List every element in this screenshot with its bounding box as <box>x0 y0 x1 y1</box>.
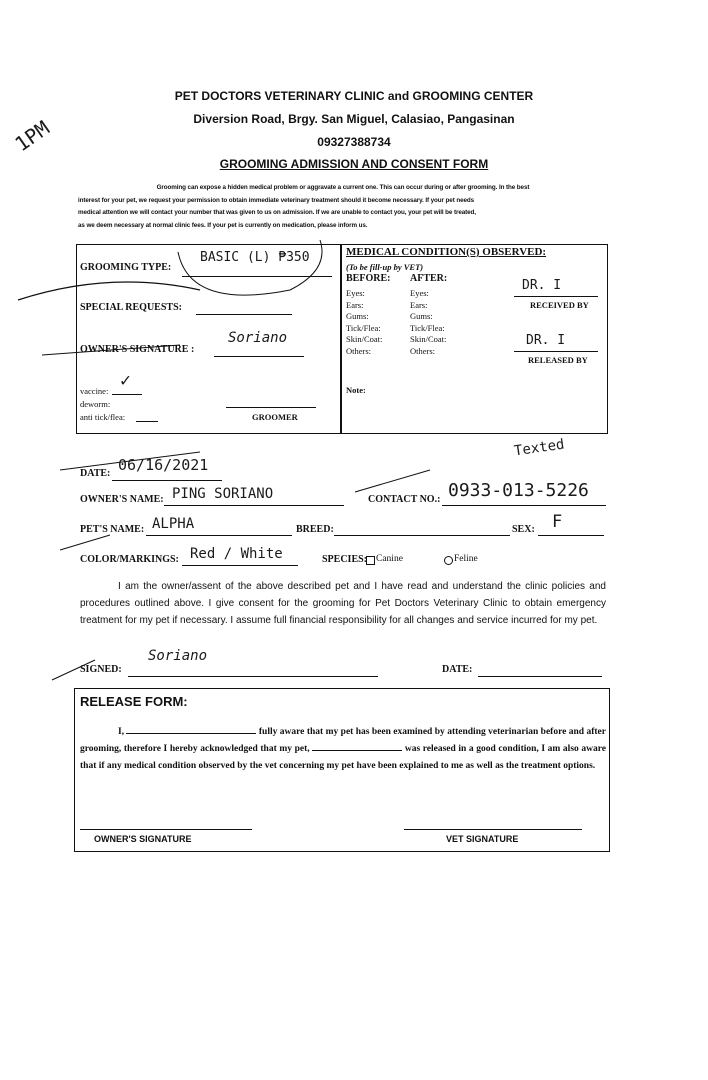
owner-signature-release-label: OWNER'S SIGNATURE <box>94 834 192 844</box>
after-label: AFTER: <box>410 273 448 284</box>
contact-value: 0933-013-5226 <box>448 480 589 501</box>
medical-row <box>346 288 446 300</box>
owner-signature-release-line <box>80 829 252 830</box>
intro-line: interest for your pet, we request your permission to obtain immediate veterinary treatment should it become necessary. If your pet needs <box>78 196 475 204</box>
signed-line <box>128 676 378 677</box>
released-by-label: RELEASED BY <box>528 355 588 365</box>
signed-value: Soriano <box>148 648 208 664</box>
received-by-value: DR. I <box>522 278 562 293</box>
before-field: Eyes: <box>346 288 365 298</box>
margin-note: 1PM <box>10 115 54 157</box>
medical-row <box>346 323 446 335</box>
release-text-2: fully aware that my pet has been examined by attending veterinarian before and after grooming, therefore I hereby acknowledged that my pet, <box>80 727 606 754</box>
feline-label: Feline <box>454 554 478 564</box>
before-label: BEFORE: <box>346 273 391 284</box>
before-field: Ears: <box>346 299 364 310</box>
after-field: Skin/Coat: <box>410 334 447 344</box>
vet-signature-line <box>404 829 582 830</box>
deworm-label: deworm: <box>80 399 111 409</box>
sex-line <box>538 535 604 536</box>
pet-name-value: ALPHA <box>152 516 195 532</box>
pet-name-line <box>146 535 292 536</box>
release-paragraph <box>80 724 606 775</box>
breed-line <box>334 535 510 536</box>
signed-date-label: DATE: <box>442 664 473 675</box>
released-by-value: DR. I <box>526 333 566 348</box>
owner-name-label: OWNER'S NAME: <box>80 494 164 505</box>
clinic-phone: 09327388734 <box>317 135 391 149</box>
antitick-label: anti tick/flea: <box>80 412 126 422</box>
note-label: Note: <box>346 385 366 395</box>
vaccine-line <box>112 394 142 395</box>
grooming-type-label: GROOMING TYPE: <box>80 262 172 273</box>
owner-signature-label: OWNER'S SIGNATURE : <box>80 344 195 355</box>
intro-line: Grooming can expose a hidden medical problem or aggravate a current one. This can occur during or after grooming. In the best <box>156 184 530 191</box>
release-title: RELEASE FORM: <box>80 694 188 709</box>
received-by-line <box>514 296 598 297</box>
owner-name-line <box>164 505 344 506</box>
date-label: DATE: <box>80 468 111 479</box>
groomer-label: GROOMER <box>252 412 298 422</box>
after-field: Gums: <box>410 311 433 321</box>
release-text-3: was released in a good condition, I am also aware that if any medical condition observed by the vet concerning my pet have been explained to me as well as the treatment options. <box>80 744 606 771</box>
medical-title: MEDICAL CONDITION(S) OBSERVED: <box>346 246 547 258</box>
owner-name-value: PING SORIANO <box>172 486 274 502</box>
contact-label: CONTACT NO.: <box>368 494 441 505</box>
form-title: GROOMING ADMISSION AND CONSENT FORM <box>219 157 489 171</box>
medical-rows <box>346 288 446 357</box>
vaccine-label: vaccine: <box>80 386 109 396</box>
owner-signature-line <box>214 356 304 357</box>
signed-date-line <box>478 676 602 677</box>
consent-paragraph: I am the owner/assent of the above described pet and I have read and understand the clinic policies and procedures outlined above. I give consent for the grooming for Pet Doctors Veterinary Clinic to obtain emergency treatment for my pet if necessary. I assume full financial responsibility for all changes and service incurred for my pet. <box>80 581 606 626</box>
feline-checkbox[interactable] <box>444 556 453 565</box>
medical-subtitle: (To be fill-up by VET) <box>346 262 424 272</box>
vaccine-mark: ✓ <box>120 370 131 391</box>
clinic-name: PET DOCTORS VETERINARY CLINIC and GROOMING CENTER <box>174 89 534 103</box>
received-by-label: RECEIVED BY <box>530 300 589 310</box>
clinic-address: Diversion Road, Brgy. San Miguel, Calasiao, Pangasinan <box>193 112 515 126</box>
species-label: SPECIES: <box>322 554 368 565</box>
pet-name-label: PET'S NAME: <box>80 524 145 535</box>
color-label: COLOR/MARKINGS: <box>80 554 179 565</box>
vet-signature-label: VET SIGNATURE <box>446 834 519 844</box>
contact-line <box>442 505 606 506</box>
release-text-1: I, <box>118 727 127 737</box>
texted-note: Texted <box>513 436 566 460</box>
date-value: 06/16/2021 <box>118 456 209 474</box>
special-requests-label: SPECIAL REQUESTS: <box>80 302 182 313</box>
grooming-type-line <box>182 276 332 277</box>
intro-line: as we deem necessary at normal clinic fees. If your pet is currently on medication, please inform us. <box>78 221 368 229</box>
color-line <box>182 565 298 566</box>
medical-row <box>346 346 446 358</box>
intro-paragraph <box>78 182 608 232</box>
signed-label: SIGNED: <box>80 664 122 675</box>
color-value: Red / White <box>190 546 283 562</box>
after-field: Tick/Flea: <box>410 322 445 333</box>
canine-checkbox[interactable] <box>366 556 375 565</box>
sex-value: F <box>552 512 563 532</box>
date-line <box>112 480 222 481</box>
before-field: Skin/Coat: <box>346 334 383 344</box>
after-field: Others: <box>410 345 436 356</box>
before-field: Tick/Flea: <box>346 322 381 333</box>
medical-row <box>346 311 446 323</box>
sex-label: SEX: <box>512 524 535 535</box>
breed-label: BREED: <box>296 524 334 535</box>
after-field: Ears: <box>410 299 428 310</box>
before-field: Gums: <box>346 311 369 321</box>
groomer-line <box>226 407 316 408</box>
release-pet-blank[interactable] <box>312 750 402 751</box>
medical-row <box>346 334 446 346</box>
antitick-line <box>136 421 158 422</box>
medical-row <box>346 300 446 312</box>
intro-line: medical attention we will contact your number that was given to us on admission. If we are unable to contact you, your pet will be treated, <box>78 209 476 216</box>
canine-label: Canine <box>376 554 403 564</box>
release-owner-blank[interactable] <box>126 733 256 734</box>
grooming-type-value: BASIC (L) ₱350 <box>200 250 310 265</box>
released-by-line <box>514 351 598 352</box>
before-field: Others: <box>346 345 372 356</box>
owner-signature-value: Soriano <box>228 330 288 346</box>
special-requests-line <box>196 314 292 315</box>
after-field: Eyes: <box>410 288 429 298</box>
